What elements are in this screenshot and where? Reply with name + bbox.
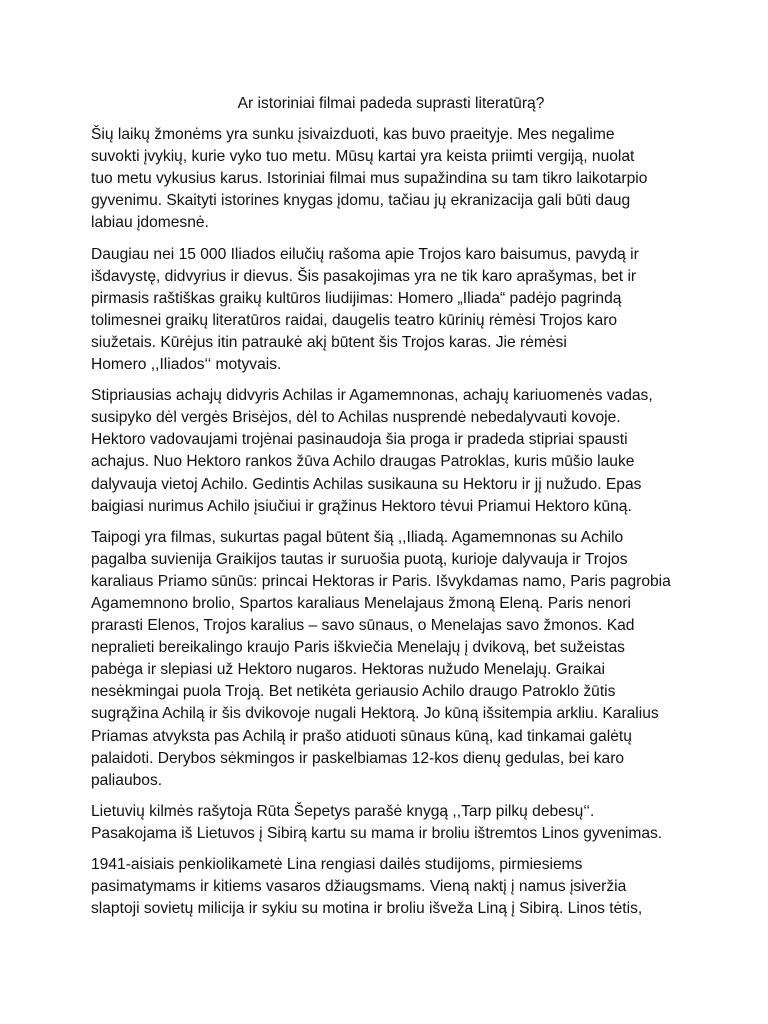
text-line: siužetais. Kūrėjus itin patraukė akį būtent šis Trojos karas. Jie rėmėsi — [91, 333, 567, 351]
paragraph — [91, 854, 691, 920]
text-line: Šių laikų žmonėms yra sunku įsivaizduoti, kas buvo praeityje. Mes negalime — [91, 126, 615, 144]
text-line: Agamemnono brolio, Spartos karaliaus Menelajaus žmoną Eleną. Paris nenori — [91, 594, 632, 612]
text-line: pirmasis raštiškas graikų kultūros liudijimas: Homero „Iliada“ padėjo pagrindą — [91, 289, 622, 307]
text-line: tuo metu vykusius karus. Istoriniai filmai mus supažindina su tam tikro laikotarpio — [91, 170, 648, 188]
text-line: susipyko dėl vergės Brisėjos, dėl to Achilas nusprendė nebedalyvauti kovoje. — [91, 409, 621, 427]
text-line: karaliaus Priamo sūnūs: princai Hektoras ir Paris. Išvykdamas namo, Paris pagrobia — [91, 572, 671, 590]
text-line: pasimatymams ir kitiems vasaros džiaugsmams. Vieną naktį į namus įsiveržia — [91, 878, 627, 896]
paragraph — [91, 124, 691, 234]
document-body — [91, 93, 691, 929]
text-line: Homero ,,Iliados‘‘ motyvais. — [91, 356, 282, 374]
text-line: gyvenimu. Skaityti istorines knygas įdomu, tačiau jų ekranizacija gali būti daug — [91, 192, 631, 210]
paragraph — [91, 527, 691, 792]
text-line: baigiasi nurimus Achilo įsiučiui ir grąžinus Hektoro tėvui Priamui Hektoro kūną. — [91, 497, 632, 515]
paragraph — [91, 385, 691, 518]
text-line: tolimesnei graikų literatūros raidai, daugelis teatro kūrinių rėmėsi Trojos karo — [91, 311, 618, 329]
text-line: pabėga ir slepiasi už Hektoro nugaros. Hektoras nužudo Menelajų. Graikai — [91, 661, 606, 679]
text-line: suvokti įvykių, kurie vyko tuo metu. Mūsų kartai yra keista priimti vergiją, nuolat — [91, 148, 635, 166]
document-title: Ar istoriniai filmai padeda suprasti literatūrą? — [237, 95, 545, 112]
text-line: Taipogi yra filmas, sukurtas pagal būtent šią ,,Iliadą. Agamemnonas su Achilo — [91, 528, 624, 546]
text-line: palaidoti. Derybos sėkmingos ir paskelbiamas 12-kos dienų gedulas, bei karo — [91, 749, 625, 767]
text-line: Stipriausias achajų didvyris Achilas ir Agamemnonas, achajų kariuomenės vadas, — [91, 387, 653, 405]
text-line: prarasti Elenos, Trojos karalius – savo sūnaus, o Menelajas savo žmonos. Kad — [91, 617, 635, 635]
text-line: išdavystę, didvyrius ir dievus. Šis pasakojimas yra ne tik karo aprašymas, bet ir — [91, 267, 637, 285]
text-line: nepralieti bereikalingo kraujo Paris iškviečia Menelajų į dvikovą, bet sužeistas — [91, 639, 625, 657]
text-line: slaptoji sovietų milicija ir sykiu su motina ir broliu išveža Liną į Sibirą. Linos tėtis, — [91, 900, 643, 918]
text-line: labiau įdomesnė. — [91, 214, 209, 232]
text-line: 1941-aisiais penkiolikametė Lina rengiasi dailės studijoms, pirmiesiems — [91, 856, 583, 873]
text-line: Pasakojama iš Lietuvos į Sibirą kartu su mama ir broliu ištremtos Linos gyvenimas. — [91, 824, 663, 842]
text-line: Hektoro vadovaujami trojėnai pasinaudoja šia proga ir pradeda stipriai spausti — [91, 431, 628, 449]
text-line: pagalba suvienija Graikijos tautas ir suruošia puotą, kurioje dalyvauja ir Trojos — [91, 550, 628, 568]
text-line: Daugiau nei 15 000 Iliados eilučių rašoma apie Trojos karo baisumus, pavydą ir — [91, 245, 639, 263]
text-line: achajus. Nuo Hektoro rankos žūva Achilo draugas Patroklas, kuris mūšio lauke — [91, 453, 635, 471]
text-line: sugrąžina Achilą ir šis dvikovoje nugali Hektorą. Jo kūną išsitempia arkliu. Karalius — [91, 705, 659, 723]
text-line: Lietuvių kilmės rašytoja Rūta Šepetys parašė knygą ,,Tarp pilkų debesų‘‘. — [91, 802, 595, 820]
text-line: nesėkmingai puola Troją. Bet netikėta geriausio Achilo draugo Patroklo žūtis — [91, 683, 616, 701]
text-line: Priamas atvyksta pas Achilą ir prašo atiduoti sūnaus kūną, kad tinkamai galėtų — [91, 727, 632, 745]
text-line: dalyvauja vietoj Achilo. Gedintis Achilas susikauna su Hektoru ir jį nužudo. Epas — [91, 475, 642, 493]
paragraph — [91, 801, 691, 845]
paragraph — [91, 244, 691, 377]
paragraph-list — [91, 124, 691, 920]
text-line: paliaubos. — [91, 771, 163, 789]
